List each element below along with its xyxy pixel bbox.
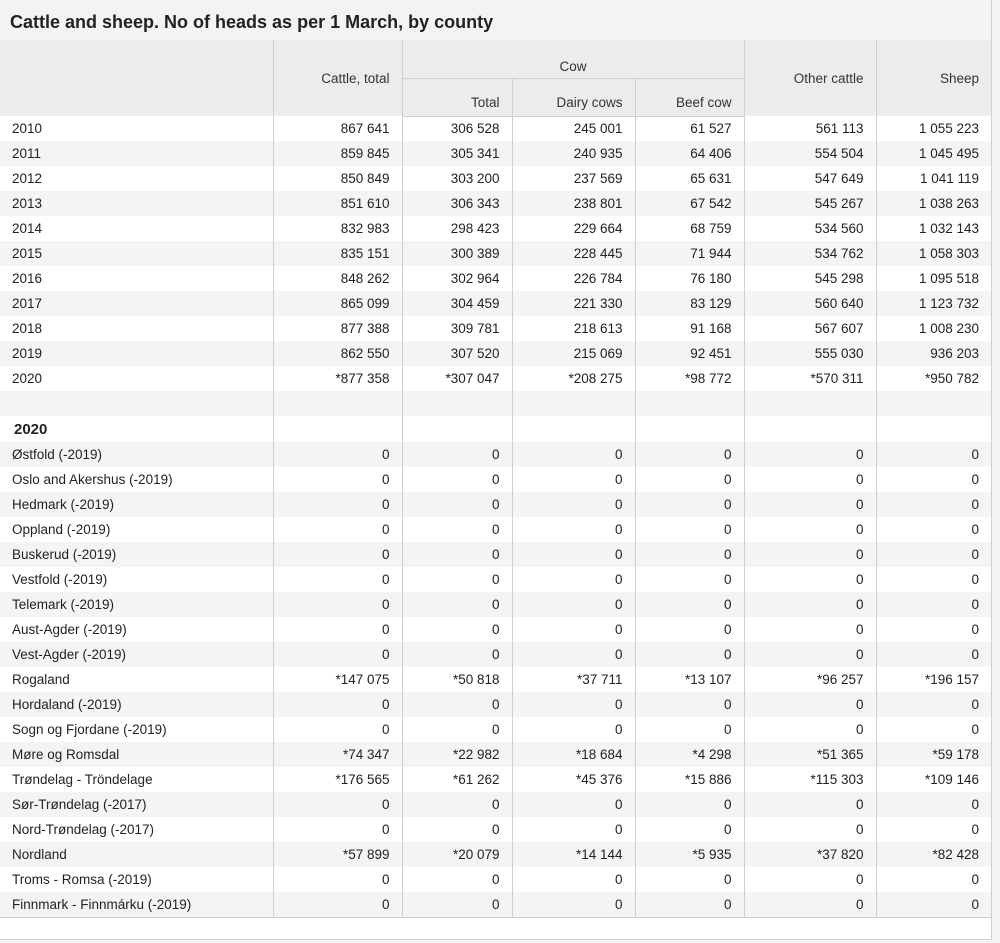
row-label xyxy=(0,391,273,416)
table-header xyxy=(0,40,991,116)
row-label: 2012 xyxy=(12,171,43,186)
cell-cow-total: 0 xyxy=(402,617,512,642)
cell-other-cattle: 0 xyxy=(744,792,876,817)
cell-beef-cow: 0 xyxy=(635,692,744,717)
cell-beef-cow: 67 542 xyxy=(635,191,744,216)
table-row xyxy=(0,692,991,717)
cell-sheep: 936 203 xyxy=(876,341,991,366)
cell-beef-cow: 0 xyxy=(635,592,744,617)
cell-dairy-cows: 0 xyxy=(512,792,635,817)
header-corner xyxy=(0,40,273,116)
row-label: Vestfold (-2019) xyxy=(12,572,108,587)
row-label: Buskerud (-2019) xyxy=(0,542,273,567)
cell-dairy-cows: *18 684 xyxy=(512,742,635,767)
cell-sheep: 0 xyxy=(876,792,991,817)
table-row xyxy=(0,341,991,366)
cell-beef-cow: 0 xyxy=(635,492,744,517)
cell-dairy-cows xyxy=(512,391,635,416)
table-row xyxy=(0,792,991,817)
row-label: Troms - Romsa (-2019) xyxy=(12,872,152,887)
cell-other-cattle: 0 xyxy=(744,617,876,642)
cell-cow-total: 303 200 xyxy=(402,166,512,191)
cell-cattle-total: 0 xyxy=(273,817,402,842)
cell-sheep: 1 041 119 xyxy=(876,166,991,191)
cell-cow-total: 0 xyxy=(402,692,512,717)
table-row xyxy=(0,567,991,592)
table-row xyxy=(0,266,991,291)
cell-dairy-cows: 0 xyxy=(512,592,635,617)
cell-dairy-cows: 0 xyxy=(512,642,635,667)
cell-other-cattle: *51 365 xyxy=(744,742,876,767)
cell-cattle-total xyxy=(273,416,402,442)
cell-sheep: 1 055 223 xyxy=(876,116,991,141)
cell-cow-total: 0 xyxy=(402,517,512,542)
header-dairy-cows: Dairy cows xyxy=(512,78,635,116)
cell-dairy-cows: 0 xyxy=(512,492,635,517)
cell-sheep xyxy=(876,416,991,442)
table-row xyxy=(0,592,991,617)
table-title: Cattle and sheep. No of heads as per 1 March, by county xyxy=(0,0,991,40)
cell-sheep: 0 xyxy=(876,567,991,592)
cell-dairy-cows: 0 xyxy=(512,717,635,742)
header-cow-total: Total xyxy=(402,78,512,116)
cell-sheep: 0 xyxy=(876,592,991,617)
cell-dairy-cows: 0 xyxy=(512,467,635,492)
cell-beef-cow: 0 xyxy=(635,567,744,592)
row-label: Sør-Trøndelag (-2017) xyxy=(0,792,273,817)
cell-other-cattle: 0 xyxy=(744,692,876,717)
cell-sheep: 1 038 263 xyxy=(876,191,991,216)
cell-cow-total: 304 459 xyxy=(402,291,512,316)
table-row xyxy=(0,442,991,467)
row-label: Aust-Agder (-2019) xyxy=(12,622,127,637)
cell-cattle-total: 0 xyxy=(273,467,402,492)
cell-cattle-total: 862 550 xyxy=(273,341,402,366)
cell-cattle-total: 865 099 xyxy=(273,291,402,316)
row-label: Nord-Trøndelag (-2017) xyxy=(12,822,155,837)
cell-dairy-cows: 0 xyxy=(512,692,635,717)
cell-dairy-cows: 0 xyxy=(512,867,635,892)
cell-sheep: 1 045 495 xyxy=(876,141,991,166)
cell-other-cattle: 567 607 xyxy=(744,316,876,341)
cell-sheep: 0 xyxy=(876,517,991,542)
cell-dairy-cows: 0 xyxy=(512,542,635,567)
row-label: Hedmark (-2019) xyxy=(0,492,273,517)
cell-other-cattle: 0 xyxy=(744,542,876,567)
cell-cow-total: 302 964 xyxy=(402,266,512,291)
cell-sheep: 0 xyxy=(876,692,991,717)
cell-sheep: *109 146 xyxy=(876,767,991,792)
cell-cow-total: *22 982 xyxy=(402,742,512,767)
cell-other-cattle: 0 xyxy=(744,867,876,892)
cell-other-cattle: *570 311 xyxy=(744,366,876,391)
cell-other-cattle: 554 504 xyxy=(744,141,876,166)
cell-other-cattle xyxy=(744,391,876,416)
cell-sheep: 0 xyxy=(876,892,991,917)
cell-other-cattle: 0 xyxy=(744,442,876,467)
cell-cow-total: 0 xyxy=(402,642,512,667)
table-row xyxy=(0,892,991,917)
cell-cow-total: *61 262 xyxy=(402,767,512,792)
cell-dairy-cows: 215 069 xyxy=(512,341,635,366)
cell-other-cattle: 560 640 xyxy=(744,291,876,316)
row-label: 2015 xyxy=(0,241,273,266)
cell-other-cattle: 545 267 xyxy=(744,191,876,216)
table-row xyxy=(0,316,991,341)
spacer-row xyxy=(0,391,991,416)
cell-sheep: 0 xyxy=(876,642,991,667)
cell-dairy-cows: 0 xyxy=(512,567,635,592)
row-label: 2013 xyxy=(0,191,273,216)
table-row xyxy=(0,842,991,867)
cell-cattle-total: 0 xyxy=(273,642,402,667)
row-label: Oppland (-2019) xyxy=(12,522,111,537)
cell-other-cattle: 0 xyxy=(744,567,876,592)
cell-sheep: 1 123 732 xyxy=(876,291,991,316)
cell-beef-cow: *98 772 xyxy=(635,366,744,391)
row-label: 2016 xyxy=(12,271,43,286)
cell-dairy-cows: 0 xyxy=(512,817,635,842)
cell-cattle-total: 0 xyxy=(273,892,402,917)
cell-dairy-cows: 0 xyxy=(512,617,635,642)
cell-cattle-total: 0 xyxy=(273,492,402,517)
cell-sheep: *196 157 xyxy=(876,667,991,692)
row-label: 2018 xyxy=(12,321,43,336)
cell-other-cattle: 0 xyxy=(744,517,876,542)
cell-cattle-total: 0 xyxy=(273,442,402,467)
cell-cattle-total: 850 849 xyxy=(273,166,402,191)
cell-beef-cow: 0 xyxy=(635,892,744,917)
cell-dairy-cows: 218 613 xyxy=(512,316,635,341)
table-row xyxy=(0,492,991,517)
cell-cattle-total: 835 151 xyxy=(273,241,402,266)
row-label: Sogn og Fjordane (-2019) xyxy=(12,722,167,737)
cell-cow-total: 0 xyxy=(402,592,512,617)
row-label: 2014 xyxy=(12,221,43,236)
table-row xyxy=(0,817,991,842)
row-label: Oslo and Akershus (-2019) xyxy=(12,472,173,487)
group-heading-row xyxy=(0,416,991,442)
cell-other-cattle: 534 560 xyxy=(744,216,876,241)
cell-cow-total xyxy=(402,416,512,442)
cell-cow-total: 0 xyxy=(402,717,512,742)
table-row xyxy=(0,617,991,642)
cell-cow-total: 0 xyxy=(402,567,512,592)
cell-other-cattle: 561 113 xyxy=(744,116,876,141)
row-label: 2020 xyxy=(12,371,43,386)
cell-sheep: 0 xyxy=(876,442,991,467)
cell-beef-cow: 91 168 xyxy=(635,316,744,341)
table-row xyxy=(0,291,991,316)
cell-cattle-total: *877 358 xyxy=(273,366,402,391)
cell-beef-cow: *4 298 xyxy=(635,742,744,767)
cell-other-cattle: 0 xyxy=(744,817,876,842)
group-label: 2020 xyxy=(14,420,48,438)
cell-cattle-total: 832 983 xyxy=(273,216,402,241)
cell-cow-total: 0 xyxy=(402,817,512,842)
row-label: Finnmark - Finnmárku (-2019) xyxy=(0,892,273,917)
cell-sheep: 1 032 143 xyxy=(876,216,991,241)
row-label: 2019 xyxy=(0,341,273,366)
cell-cattle-total: 0 xyxy=(273,592,402,617)
cell-dairy-cows: 238 801 xyxy=(512,191,635,216)
cell-cattle-total: 0 xyxy=(273,617,402,642)
table-row xyxy=(0,742,991,767)
header-other-cattle: Other cattle xyxy=(744,40,876,116)
header-cattle-total: Cattle, total xyxy=(273,40,402,116)
cell-sheep: *950 782 xyxy=(876,366,991,391)
cell-beef-cow: 0 xyxy=(635,642,744,667)
cell-other-cattle: *115 303 xyxy=(744,767,876,792)
cell-dairy-cows: 237 569 xyxy=(512,166,635,191)
cell-other-cattle: 545 298 xyxy=(744,266,876,291)
cell-cattle-total xyxy=(273,391,402,416)
cell-sheep: *82 428 xyxy=(876,842,991,867)
cell-beef-cow: 83 129 xyxy=(635,291,744,316)
cell-cattle-total: 0 xyxy=(273,542,402,567)
cell-cattle-total: *176 565 xyxy=(273,767,402,792)
cell-dairy-cows: *45 376 xyxy=(512,767,635,792)
header-cow-group: Cow xyxy=(402,40,744,78)
cell-beef-cow: 0 xyxy=(635,867,744,892)
cell-beef-cow: 71 944 xyxy=(635,241,744,266)
cell-cow-total: 309 781 xyxy=(402,316,512,341)
cell-sheep: 0 xyxy=(876,467,991,492)
cell-cattle-total: 851 610 xyxy=(273,191,402,216)
cell-sheep xyxy=(876,391,991,416)
cell-other-cattle: 534 762 xyxy=(744,241,876,266)
cell-sheep: 0 xyxy=(876,542,991,567)
cell-beef-cow: 0 xyxy=(635,542,744,567)
cell-cattle-total: 0 xyxy=(273,867,402,892)
row-label: 2010 xyxy=(12,121,43,136)
cell-beef-cow: 0 xyxy=(635,817,744,842)
row-label: Trøndelag - Tröndelage xyxy=(12,772,153,787)
cell-beef-cow: 76 180 xyxy=(635,266,744,291)
cell-other-cattle: 0 xyxy=(744,467,876,492)
cell-beef-cow: *5 935 xyxy=(635,842,744,867)
cell-beef-cow: 64 406 xyxy=(635,141,744,166)
cell-beef-cow xyxy=(635,391,744,416)
table-row xyxy=(0,642,991,667)
cell-dairy-cows: 229 664 xyxy=(512,216,635,241)
cell-dairy-cows: *208 275 xyxy=(512,366,635,391)
table-row xyxy=(0,191,991,216)
table-body xyxy=(0,116,991,917)
row-label: Møre og Romsdal xyxy=(0,742,273,767)
cell-dairy-cows: 0 xyxy=(512,517,635,542)
statistics-table xyxy=(0,40,991,918)
cell-beef-cow xyxy=(635,416,744,442)
cell-cow-total: 0 xyxy=(402,442,512,467)
cell-cattle-total: 0 xyxy=(273,792,402,817)
cell-other-cattle xyxy=(744,416,876,442)
cell-sheep: 0 xyxy=(876,617,991,642)
table-row xyxy=(0,141,991,166)
cell-dairy-cows: 0 xyxy=(512,892,635,917)
row-label: Rogaland xyxy=(12,672,70,687)
cell-other-cattle: 547 649 xyxy=(744,166,876,191)
cell-dairy-cows: 240 935 xyxy=(512,141,635,166)
cell-cow-total xyxy=(402,391,512,416)
table-row xyxy=(0,517,991,542)
cell-beef-cow: 0 xyxy=(635,792,744,817)
row-label: Nordland xyxy=(0,842,273,867)
cell-beef-cow: *15 886 xyxy=(635,767,744,792)
cell-dairy-cows: 0 xyxy=(512,442,635,467)
cell-cow-total: 0 xyxy=(402,467,512,492)
header-sheep: Sheep xyxy=(876,40,991,116)
cell-other-cattle: 0 xyxy=(744,492,876,517)
row-label: Hordaland (-2019) xyxy=(0,692,273,717)
cell-other-cattle: 555 030 xyxy=(744,341,876,366)
cell-dairy-cows: 228 445 xyxy=(512,241,635,266)
cell-other-cattle: 0 xyxy=(744,892,876,917)
table-row xyxy=(0,717,991,742)
row-label: 2017 xyxy=(0,291,273,316)
cell-beef-cow: 65 631 xyxy=(635,166,744,191)
cell-sheep: 0 xyxy=(876,717,991,742)
cell-dairy-cows: *37 711 xyxy=(512,667,635,692)
row-label: Østfold (-2019) xyxy=(0,442,273,467)
header-beef-cow: Beef cow xyxy=(635,78,744,116)
cell-dairy-cows: 245 001 xyxy=(512,116,635,141)
cell-cattle-total: 848 262 xyxy=(273,266,402,291)
cell-sheep: 1 058 303 xyxy=(876,241,991,266)
cell-cattle-total: 0 xyxy=(273,567,402,592)
cell-cattle-total: *74 347 xyxy=(273,742,402,767)
cell-beef-cow: 0 xyxy=(635,517,744,542)
cell-sheep: 0 xyxy=(876,867,991,892)
cell-dairy-cows: *14 144 xyxy=(512,842,635,867)
cell-cow-total: 305 341 xyxy=(402,141,512,166)
cell-cow-total: 0 xyxy=(402,492,512,517)
cell-cattle-total: *147 075 xyxy=(273,667,402,692)
cell-beef-cow: 0 xyxy=(635,717,744,742)
cell-cow-total: 0 xyxy=(402,867,512,892)
cell-cattle-total: 0 xyxy=(273,717,402,742)
cell-cattle-total: *57 899 xyxy=(273,842,402,867)
cell-cattle-total: 867 641 xyxy=(273,116,402,141)
table-row xyxy=(0,667,991,692)
cell-beef-cow: 0 xyxy=(635,617,744,642)
table-row xyxy=(0,116,991,141)
table-row xyxy=(0,241,991,266)
table-row xyxy=(0,166,991,191)
cell-other-cattle: 0 xyxy=(744,717,876,742)
cell-cow-total: *20 079 xyxy=(402,842,512,867)
cell-cattle-total: 0 xyxy=(273,692,402,717)
table-row xyxy=(0,216,991,241)
cell-cow-total: 306 343 xyxy=(402,191,512,216)
cell-other-cattle: 0 xyxy=(744,642,876,667)
table-row xyxy=(0,767,991,792)
cell-dairy-cows xyxy=(512,416,635,442)
cell-other-cattle: 0 xyxy=(744,592,876,617)
cell-cow-total: 298 423 xyxy=(402,216,512,241)
row-label: 2011 xyxy=(0,141,273,166)
cell-beef-cow: *13 107 xyxy=(635,667,744,692)
cell-sheep: *59 178 xyxy=(876,742,991,767)
row-label: Telemark (-2019) xyxy=(0,592,273,617)
cell-cattle-total: 0 xyxy=(273,517,402,542)
cell-dairy-cows: 226 784 xyxy=(512,266,635,291)
cell-sheep: 1 008 230 xyxy=(876,316,991,341)
cell-beef-cow: 61 527 xyxy=(635,116,744,141)
cell-cow-total: *307 047 xyxy=(402,366,512,391)
cell-cow-total: 0 xyxy=(402,792,512,817)
cell-sheep: 1 095 518 xyxy=(876,266,991,291)
cell-dairy-cows: 221 330 xyxy=(512,291,635,316)
table-row xyxy=(0,867,991,892)
table-row xyxy=(0,467,991,492)
cell-other-cattle: *37 820 xyxy=(744,842,876,867)
cell-cow-total: 307 520 xyxy=(402,341,512,366)
cell-beef-cow: 0 xyxy=(635,467,744,492)
cell-beef-cow: 92 451 xyxy=(635,341,744,366)
cell-cattle-total: 859 845 xyxy=(273,141,402,166)
cell-cow-total: *50 818 xyxy=(402,667,512,692)
table-row xyxy=(0,542,991,567)
cell-cow-total: 306 528 xyxy=(402,116,512,141)
cell-beef-cow: 68 759 xyxy=(635,216,744,241)
cell-cow-total: 0 xyxy=(402,542,512,567)
row-label: Vest-Agder (-2019) xyxy=(0,642,273,667)
cell-other-cattle: *96 257 xyxy=(744,667,876,692)
cell-sheep: 0 xyxy=(876,492,991,517)
cell-cattle-total: 877 388 xyxy=(273,316,402,341)
cell-cow-total: 0 xyxy=(402,892,512,917)
cell-cow-total: 300 389 xyxy=(402,241,512,266)
cell-sheep: 0 xyxy=(876,817,991,842)
cell-beef-cow: 0 xyxy=(635,442,744,467)
table-row xyxy=(0,366,991,391)
